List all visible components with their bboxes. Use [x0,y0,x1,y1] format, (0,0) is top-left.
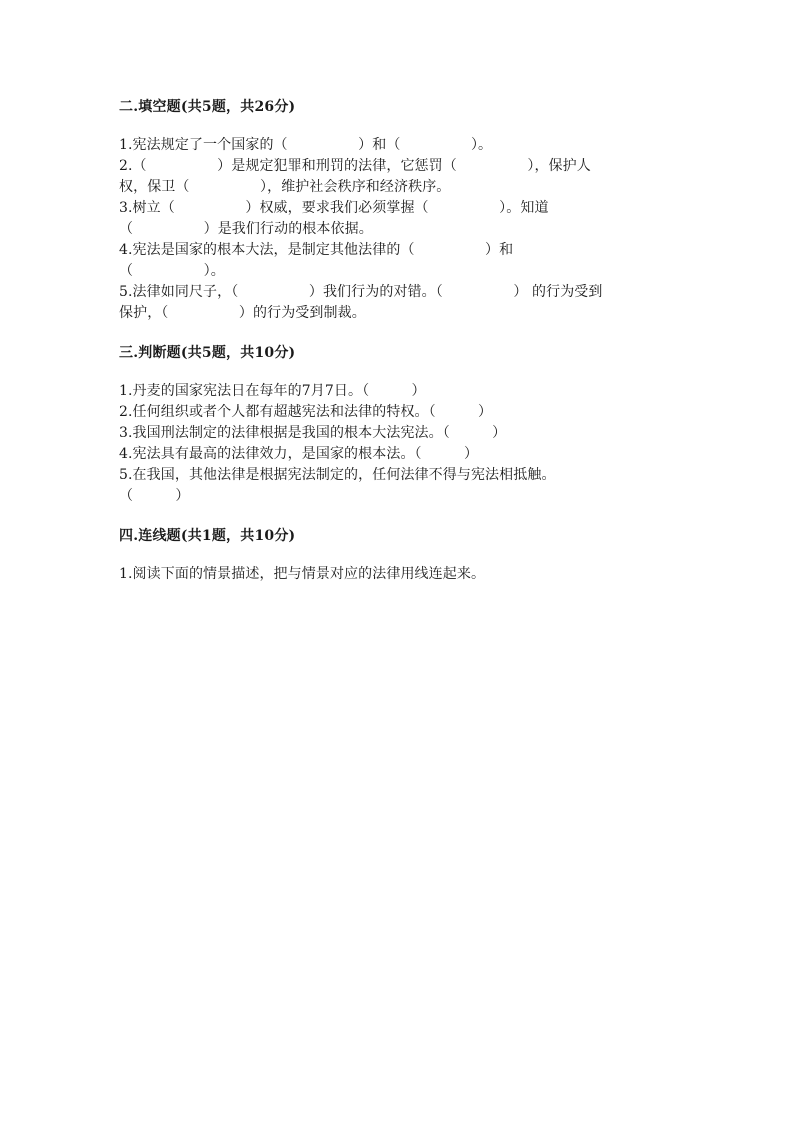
fill-blank-q3-line1: 3.树立（ ）权威，要求我们必须掌握（ ）。知道 [119,200,549,216]
section-title-fill-blank: 二.填空题(共5题，共26分) [119,99,296,115]
section-title-true-false: 三.判断题(共5题，共10分) [119,345,296,361]
fill-blank-q1: 1.宪法规定了一个国家的（ ）和（ ）。 [119,137,493,153]
matching-q1: 1.阅读下面的情景描述，把与情景对应的法律用线连起来。 [119,566,486,582]
fill-blank-q5-line1: 5.法律如同尺子，（ ）我们行为的对错。（ ） 的行为受到 [119,284,603,300]
fill-blank-q5-line2: 保护，（ ）的行为受到制裁。 [119,305,366,321]
section-title-matching: 四.连线题(共1题，共10分) [119,528,296,544]
fill-blank-q2-line2: 权，保卫（ ），维护社会秩序和经济秩序。 [119,179,451,195]
true-false-q3: 3.我国刑法制定的法律根据是我国的根本大法宪法。（ ） [119,425,507,441]
true-false-q4: 4.宪法具有最高的法律效力，是国家的根本法。（ ） [119,446,479,462]
fill-blank-q4-line2: （ ）。 [119,263,225,279]
fill-blank-q4-line1: 4.宪法是国家的根本大法，是制定其他法律的（ ）和 [119,242,514,258]
fill-blank-q2-line1: 2.（ ）是规定犯罪和刑罚的法律，它惩罚（ ），保护人 [119,158,591,174]
fill-blank-q3-line2: （ ）是我们行动的根本依据。 [119,221,373,237]
true-false-q2: 2.任何组织或者个人都有超越宪法和法律的特权。（ ） [119,404,493,420]
true-false-q1: 1.丹麦的国家宪法日在每年的7月7日。（ ） [119,383,426,399]
true-false-q5-line1: 5.在我国，其他法律是根据宪法制定的，任何法律不得与宪法相抵触。 [119,467,556,483]
true-false-q5-line2: （ ） [119,488,190,504]
